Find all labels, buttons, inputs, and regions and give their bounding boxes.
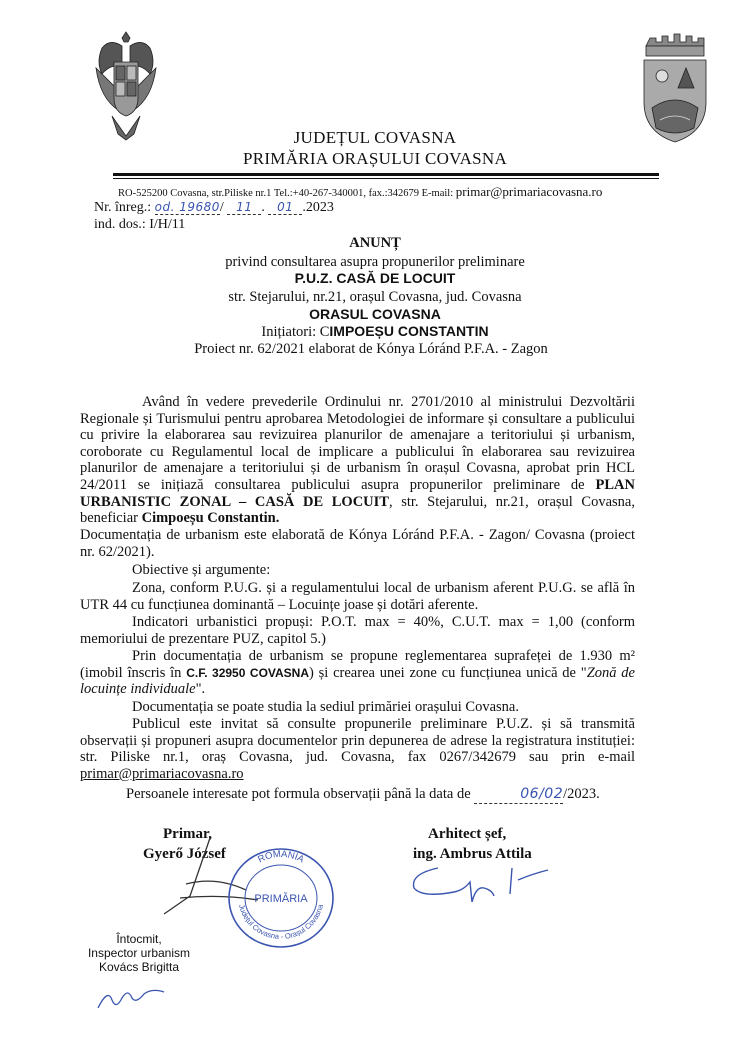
registration-sep-2: . (261, 200, 265, 215)
mayor-name: Gyerő József (143, 846, 226, 862)
paragraph-objectives: Obiective și argumente: (132, 562, 271, 578)
registration-year: .2023 (302, 200, 334, 215)
paragraph-documentation: Documentația de urbanism este elaborată de Kónya Lóránd P.F.A. - Zagon/ Covasna (proiect nr. 62/2021). (80, 527, 635, 560)
zone-type: Zonă de locuințe individuale (80, 664, 635, 698)
inspector-signature (92, 984, 172, 1014)
deadline-text: Persoanele interesate pot formula observații până la data de (126, 786, 471, 802)
paragraph-intro (80, 394, 635, 527)
initiators-name: IMPOEȘU CONSTANTIN (329, 323, 489, 339)
deadline-date: 06/02 (474, 786, 563, 804)
official-stamp (226, 846, 336, 950)
prepared-name: Kovács Brigitta (98, 960, 180, 974)
intro-beneficiary: Cimpoeșu Constantin. (141, 510, 280, 527)
paragraph-regulation (80, 648, 635, 698)
dossier-index: ind. dos.: I/H/11 (94, 217, 186, 232)
registration-line (94, 200, 334, 216)
prepared-by (84, 932, 194, 974)
invitation-text: Publicul este invitat să consulte propunerile preliminare P.U.Z. și să transmită observații și propuneri asupra documentelor prin depunerea de adrese la registratura instituției: str. Piliske nr.1, oraș Covasna, jud. Covasna, fax 0267/342679 sau prin e-mail (80, 716, 635, 766)
architect-title: Arhitect șef, (428, 826, 507, 842)
paragraph-study: Documentația se poate studia la sediul primăriei orașului Covasna. (132, 699, 519, 715)
contact-line (118, 184, 602, 200)
intro-text: Având în vedere prevederile Ordinului nr. 2701/2010 al ministrului Dezvoltării Regionale și Turismului pentru aprobarea Metodologiei de informare și consultare a publicului cu privire la elaborarea sau revizuirea planurilor de amenajare a teritoriului și urbanism, coroborate cu Regulamentul local de implicare a publicului în elaborarea sau revizuirea planurilor de amenajare a teritoriului și de urbanism în orașul Covasna, aprobat prin HCL 24/2011 se inițiază consultarea publicului asupra propunerilor preliminare de (80, 394, 635, 493)
stamp-center-text: PRIMĂRIA (254, 893, 308, 905)
registration-sep: / (219, 200, 224, 215)
notice-title: ANUNȚ (349, 235, 401, 251)
stamp-bottom-text (237, 903, 325, 942)
notice-address: str. Stejarului, nr.21, orașul Covasna, jud. Covasna (228, 289, 522, 305)
registration-number: od. 19680 (154, 200, 220, 214)
paragraph-indicators: Indicatori urbanistici propuși: P.O.T. max = 40%, C.U.T. max = 1,00 (conform memoriului de prezentare PUZ, capitol 5.) (80, 614, 635, 647)
notice-puz: P.U.Z. CASĂ DE LOCUIT (294, 270, 456, 286)
initiators-label: Inițiatori: C (261, 324, 330, 340)
stamp-top-path: ROMÂNIA (256, 848, 306, 866)
registration-month: 01 (268, 200, 302, 215)
paragraph-zone: Zona, conform P.U.G. și a regulamentului local de urbanism aferent P.U.G. se află în UTR 44 cu funcțiunea dominantă – Locuințe joase și dotări aferente. (80, 580, 635, 613)
county-name: JUDEȚUL COVASNA (293, 128, 457, 147)
institution-name: PRIMĂRIA ORAȘULUI COVASNA (242, 149, 508, 168)
registration-label: Nr. înreg.: (94, 200, 152, 215)
header-rule-thin (113, 178, 659, 179)
regulation-text: Prin documentația de urbanism se propune reglementarea suprafeței de 1.930 m² (imobil înscris în (80, 648, 635, 681)
prepared-role: Inspector urbanism (87, 946, 191, 960)
architect-signature (408, 862, 558, 902)
regulation-text-2: ) și crearea unei zone cu funcțiunea unică de " (309, 664, 587, 681)
registration-day: 11 (227, 200, 261, 215)
intro-text-2: , str. Stejarului, nr.21, orașul Covasna, beneficiar (80, 493, 635, 527)
mayor-title: Primar, (163, 826, 213, 842)
stamp-bottom-path: Județul Covasna - Orașul Covasna (237, 903, 326, 942)
header-rule-thick (113, 173, 659, 176)
notice-subtitle: privind consultarea asupra propunerilor preliminare (225, 254, 525, 270)
prepared-label: Întocmit, (116, 932, 162, 946)
deadline-year: /2023. (563, 786, 600, 802)
regulation-end: ". (195, 681, 206, 698)
contact-email: primar@primariacovasna.ro (455, 184, 603, 199)
paragraph-deadline (80, 786, 635, 804)
paragraph-invitation (80, 716, 635, 782)
invitation-email-link[interactable]: primar@primariacovasna.ro (80, 765, 244, 782)
architect-name: ing. Ambrus Attila (413, 846, 532, 862)
notice-initiators (0, 323, 750, 341)
notice-city: ORASUL COVASNA (309, 306, 441, 322)
land-registry-id: C.F. 32950 COVASNA (186, 665, 310, 680)
contact-address: RO-525200 Covasna, str.Piliske nr.1 Tel.:+40-267-340001, fax.:342679 E-mail: (118, 188, 454, 199)
romania-coat-of-arms (92, 28, 160, 144)
notice-project: Proiect nr. 62/2021 elaborat de Kónya Lóránd P.F.A. - Zagon (194, 341, 548, 357)
intro-plan-title: PLAN URBANISTIC ZONAL – CASĂ DE LOCUIT (80, 476, 635, 510)
